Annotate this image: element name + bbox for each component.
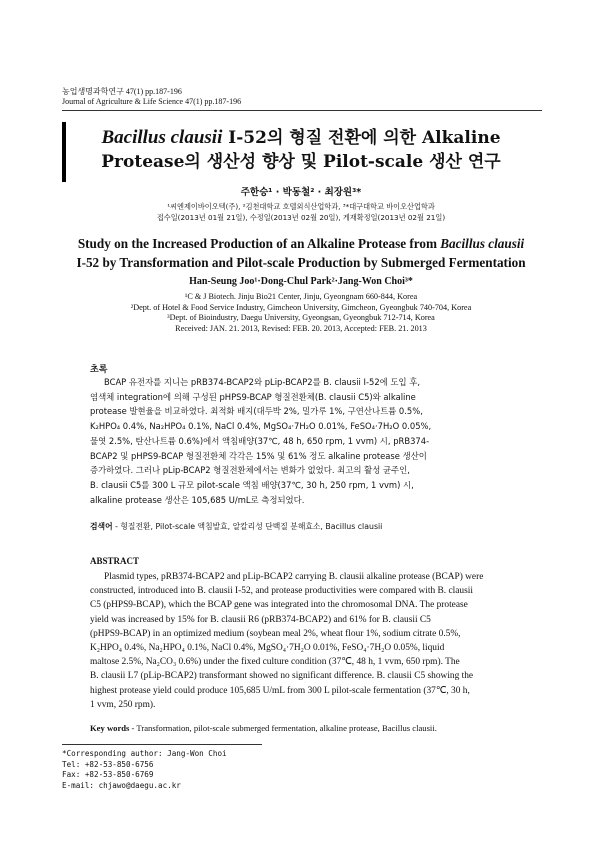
keywords-ko: 검색어 - 형질전환, Pilot-scale 액침발효, 알칼리성 단백질 분해효소, Bacillus clausii — [90, 522, 383, 531]
journal-header-ko: 농업생명과학연구 47(1) pp.187-196 — [62, 87, 182, 96]
footnote: *Corresponding author: Jang-Won Choi Tel: +82-53-850-6756 Fax: +82-53-850-6769 E-mail: chjawo@daegu.ac.kr — [62, 749, 227, 791]
korean-title: Bacillus clausii I-52의 형질 전환에 의한 Alkaline Protease의 생산성 향상 및 Pilot-scale 생산 연구 — [101, 127, 501, 172]
abstract-en-heading: ABSTRACT — [90, 556, 140, 566]
abstract-en-body: Plasmid types, pRB374-BCAP2 and pLip-BCAP2 carrying B. clausii alkaline protease (BCAP) were constructed, introduced into B. clausii I-52, and protease productivities were compared with B. clausii C5 (pHPS9-BCAP), which the BCAP gene was integrated into the chromosomal DNA. The protease yield was increased by 15% for B. clausii R6 (pRB374-BCAP2) and 61% for B. clausii C5 (pHPS9-BCAP) in an optimized medium (soybean meal 2%, wheat flour 1%, sodium citrate 0.5%, K₂HPO₄ 0.4%, Na₂HPO₄ 0.1%, NaCl 0.4%, MgSO₄·7H₂O 0.01%, FeSO₄·7H₂O 0.05%, liquid maltose 2.5%, Na₂CO₃ 0.6%) under the fixed culture condition (37℃, 48 h, 1 vvm, 650 rpm). The B. clausii L7 (pLip-BCAP2) transformant showed no significant difference. B. clausii C5 showing the highest protease yield could produce 105,685 U/mL from 300 L pilot-scale fermentation (37℃, 30 h, 1 vvm, 250 rpm). — [90, 572, 484, 710]
keywords-en: Key words - Transformation, pilot-scale submerged fermentation, alkaline protease, Bacillus clausii. — [90, 723, 437, 733]
title-species: Bacillus clausii — [101, 127, 223, 148]
keywords-ko-label: 검색어 — [90, 522, 113, 531]
abstract-ko-heading: 초록 — [90, 365, 108, 375]
english-title: Study on the Increased Production of an Alkaline Protease from Bacillus clausii I-52 by Transformation and Pilot-scale Production by Submerged Fermentation — [76, 236, 526, 270]
keywords-en-label: Key words — [90, 723, 130, 733]
authors-en: Han-Seung Joo¹·Dong-Chul Park²·Jang-Won Choi³* — [189, 276, 413, 287]
footnote-rule — [62, 744, 262, 745]
affiliations-en: ¹C & J Biotech. Jinju Bio21 Center, Jinju, Gyeongnam 660-844, Korea ²Dept. of Hotel & Food Service Industry, Gimcheon University, Gimcheon, Gyeongbuk 740-704, Korea ³Dept. of Bioindustry, Daegu University, Gyeongsan, Gyeongbuk 712-714, Korea Received: JAN. 21. 2013, Revised: FEB. 20. 2013, Accepted: FEB. 21. 2013 — [130, 292, 472, 333]
header-rule — [62, 110, 542, 111]
abstract-ko-body: BCAP 유전자를 지니는 pRB374-BCAP2와 pLip-BCAP2를 B. clausii I-52에 도입 후, 염색체 integration에 의해 구성된 pHPS9-BCAP 형질전환체(B. clausii C5)와 alkaline protease 발현율을 비교하였다. 최적화 배지(대두박 2%, 밀가루 1%, 구연산나트륨 0.5%, K₂HPO₄ 0.4%, Na₂HPO₄ 0.1%, NaCl 0.4%, MgSO₄·7H₂O 0.01%, FeSO₄·7H₂O 0.05%, 물엿 2.5%, 탄산나트륨 0.6%)에서 액침배양(37℃, 48 h, 650 rpm, 1 vvm) 시, pRB374- BCAP2 및 pHPS9-BCAP 형질전환체 각각은 15% 및 61% 정도 alkaline protease 생산이 증가하였다. 그러나 pLip-BCAP2 형질전환체에서는 변화가 없었다. 최고의 활성 균주인, B. clausii C5를 300 L 규모 pilot-scale 액침 배양(37℃, 30 h, 250 rpm, 1 vvm) 시, alkaline protease 생산은 105,685 U/mL로 측정되었다. — [90, 377, 432, 505]
journal-header-en: Journal of Agriculture & Life Science 47(1) pp.187-196 — [62, 97, 242, 106]
affiliations-ko: ¹씨엔제이바이오텍(주), ²김천대학교 호텔외식산업학과, ³*대구대학교 바이오산업학과 접수일(2013년 01월 21일), 수정일(2013년 02월 20일), 게재확정일(2013년 02월 21일) — [156, 202, 446, 222]
authors-ko: 주한승¹ · 박동철² · 최장원³* — [240, 187, 362, 198]
